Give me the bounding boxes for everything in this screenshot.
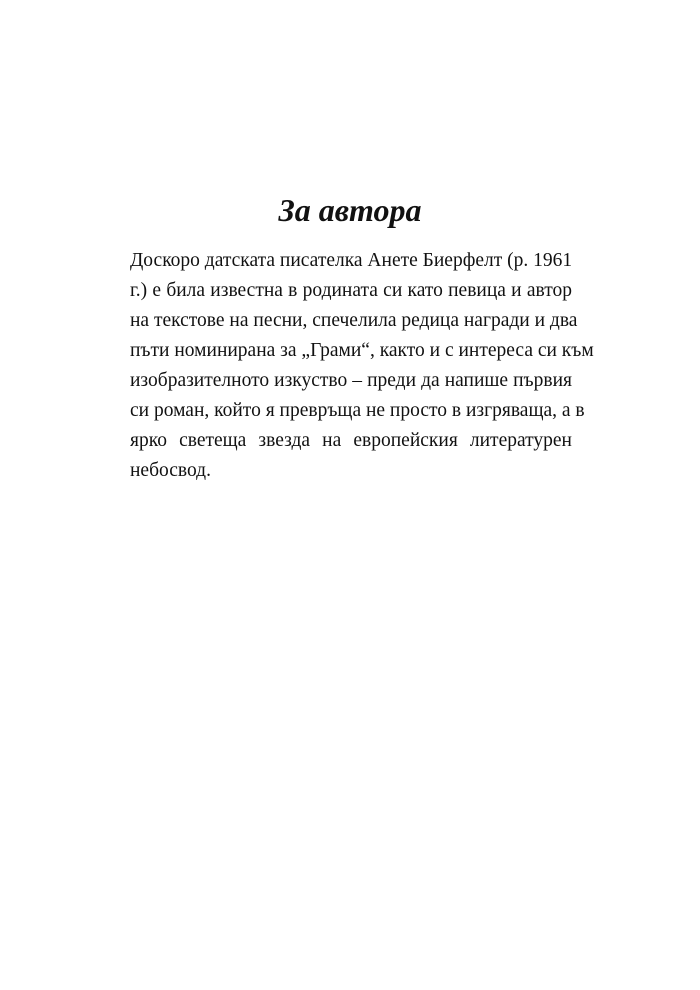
paragraph-line: г.) е била известна в родината си като певица и автор	[130, 280, 572, 301]
paragraph-line: си роман, който я превръща не просто в изгряваща, а в	[130, 400, 585, 421]
paragraph-line: изобразителното изкуство – преди да напише първия	[130, 370, 572, 391]
paragraph-line: небосвод.	[130, 460, 211, 481]
paragraph-line: ярко светеща звезда на европейския литературен	[130, 430, 572, 451]
author-bio-paragraph	[130, 246, 594, 486]
paragraph-line: на текстове на песни, спечелила редица награди и два	[130, 310, 578, 331]
paragraph-line: Доскоро датската писателка Анете Биерфелт (р. 1961	[130, 250, 573, 271]
paragraph-line: пъти номинирана за „Грами“, както и с интереса си към	[130, 340, 594, 361]
page-title: За автора	[278, 192, 422, 228]
